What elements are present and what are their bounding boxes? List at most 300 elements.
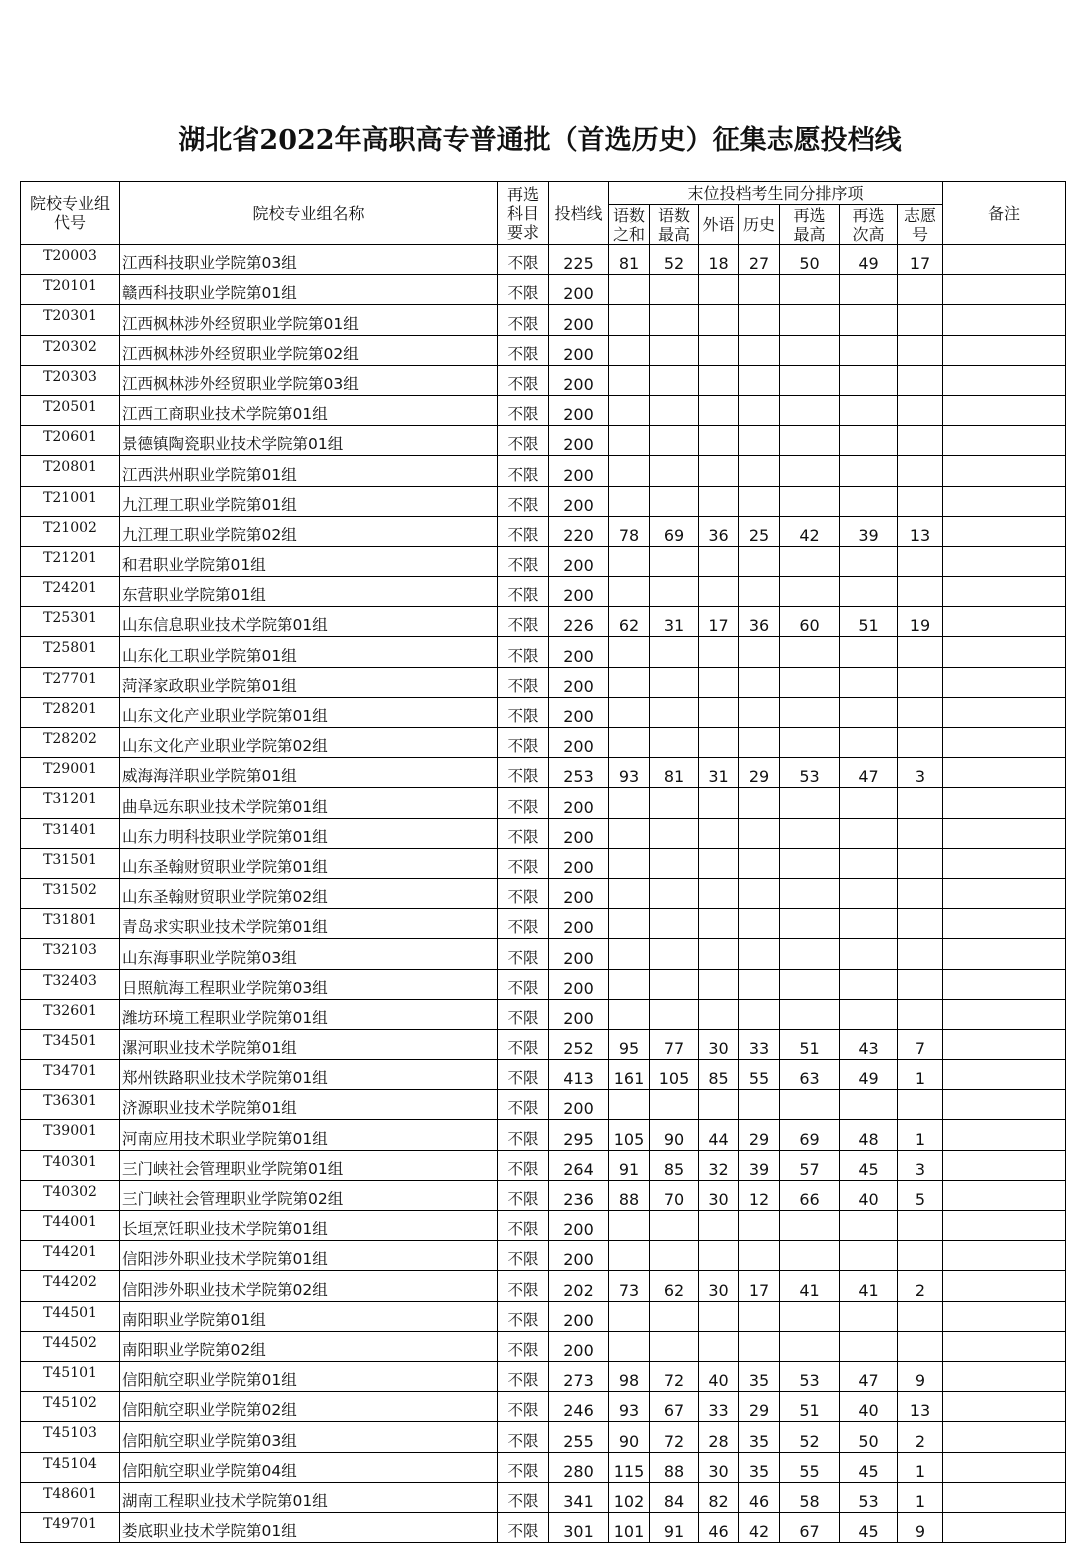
cell-remarks [943,1452,1066,1482]
cell-remarks [943,1512,1066,1542]
cell-code: T20101 [21,275,120,305]
cell-code: T45103 [21,1422,120,1452]
cell-code: T29001 [21,758,120,788]
cell-remarks [943,1361,1066,1391]
cell-foreign [699,848,739,878]
cell-remarks [943,848,1066,878]
cell-name: 山东化工职业学院第01组 [120,637,498,667]
cell-foreign [699,275,739,305]
cell-history: 25 [739,516,780,546]
cell-chinese-math-sum: 102 [609,1482,650,1512]
cell-chinese-math-sum: 62 [609,607,650,637]
cell-elective-second: 40 [840,1392,898,1422]
cell-chinese-math-max [650,1241,699,1271]
cell-choice-no [898,456,943,486]
cell-history [739,637,780,667]
cell-history [739,697,780,727]
cell-history: 35 [739,1452,780,1482]
cell-requirement: 不限 [498,1211,549,1241]
cell-remarks [943,546,1066,576]
table-row [21,1211,1066,1241]
cell-foreign [699,728,739,758]
cell-chinese-math-sum: 98 [609,1361,650,1391]
cell-elective-second [840,426,898,456]
cell-elective-max [780,1090,840,1120]
cell-chinese-math-sum [609,848,650,878]
cell-foreign [699,1331,739,1361]
cell-code: T25801 [21,637,120,667]
cell-line: 200 [549,818,609,848]
cell-name: 三门峡社会管理职业学院第01组 [120,1150,498,1180]
cell-foreign [699,909,739,939]
cell-requirement: 不限 [498,1482,549,1512]
cell-name: 江西科技职业学院第03组 [120,245,498,275]
cell-choice-no [898,365,943,395]
cell-code: T49701 [21,1512,120,1542]
cell-elective-second: 47 [840,758,898,788]
cell-remarks [943,395,1066,425]
cell-elective-second [840,577,898,607]
cell-code: T48601 [21,1482,120,1512]
cell-chinese-math-max [650,969,699,999]
cell-code: T27701 [21,667,120,697]
cell-requirement: 不限 [498,577,549,607]
cell-chinese-math-sum: 81 [609,245,650,275]
cell-choice-no: 2 [898,1422,943,1452]
cell-elective-max [780,1331,840,1361]
cell-name: 山东文化产业职业学院第01组 [120,697,498,727]
cell-elective-max [780,667,840,697]
cell-choice-no [898,728,943,758]
cell-foreign [699,1211,739,1241]
cell-code: T31201 [21,788,120,818]
header-tiebreak-group: 末位投档考生同分排序项 [609,182,943,205]
cell-line: 255 [549,1422,609,1452]
cell-line: 200 [549,667,609,697]
cell-chinese-math-sum [609,335,650,365]
cell-history [739,818,780,848]
cell-foreign [699,697,739,727]
cell-name: 江西洪州职业学院第01组 [120,456,498,486]
cell-foreign: 85 [699,1060,739,1090]
cell-name: 信阳航空职业学院第03组 [120,1422,498,1452]
cell-code: T20302 [21,335,120,365]
cell-history: 29 [739,1392,780,1422]
cell-elective-max [780,1301,840,1331]
cell-chinese-math-max [650,335,699,365]
cell-history: 33 [739,1029,780,1059]
cell-choice-no [898,878,943,908]
cell-elective-second [840,878,898,908]
cell-chinese-math-max [650,909,699,939]
cell-elective-second [840,909,898,939]
cell-elective-second [840,667,898,697]
cell-history [739,1331,780,1361]
cell-chinese-math-sum [609,395,650,425]
cell-foreign [699,456,739,486]
cell-chinese-math-sum [609,1211,650,1241]
cell-choice-no: 2 [898,1271,943,1301]
cell-remarks [943,577,1066,607]
cell-foreign: 30 [699,1029,739,1059]
cell-code: T36301 [21,1090,120,1120]
cell-elective-max [780,335,840,365]
cell-name: 菏泽家政职业学院第01组 [120,667,498,697]
cell-name: 郑州铁路职业技术学院第01组 [120,1060,498,1090]
cell-chinese-math-sum: 161 [609,1060,650,1090]
cell-remarks [943,1271,1066,1301]
cell-requirement: 不限 [498,516,549,546]
cell-line: 200 [549,728,609,758]
cell-foreign [699,395,739,425]
cell-history [739,395,780,425]
cell-elective-max: 51 [780,1392,840,1422]
cell-code: T24201 [21,577,120,607]
cell-elective-max [780,969,840,999]
cell-elective-max: 60 [780,607,840,637]
cell-history [739,848,780,878]
cell-elective-second: 50 [840,1422,898,1452]
cell-choice-no: 13 [898,516,943,546]
cell-choice-no [898,546,943,576]
cell-elective-second [840,335,898,365]
cell-chinese-math-max [650,848,699,878]
cell-chinese-math-max [650,1090,699,1120]
cell-history [739,909,780,939]
table-row [21,1180,1066,1210]
cell-elective-second [840,1090,898,1120]
cell-elective-max [780,486,840,516]
cell-remarks [943,456,1066,486]
table-row [21,395,1066,425]
cell-elective-max: 53 [780,758,840,788]
cell-requirement: 不限 [498,848,549,878]
cell-requirement: 不限 [498,1512,549,1542]
cell-requirement: 不限 [498,1392,549,1422]
cell-remarks [943,1120,1066,1150]
cell-chinese-math-sum [609,486,650,516]
cell-line: 236 [549,1180,609,1210]
table-row [21,1301,1066,1331]
cell-line: 200 [549,1241,609,1271]
table-row [21,275,1066,305]
cell-chinese-math-sum: 78 [609,516,650,546]
cell-history [739,426,780,456]
cell-foreign [699,818,739,848]
cell-chinese-math-sum: 90 [609,1422,650,1452]
cell-choice-no [898,939,943,969]
cell-code: T20303 [21,365,120,395]
cell-code: T44201 [21,1241,120,1271]
cell-name: 青岛求实职业技术学院第01组 [120,909,498,939]
cell-elective-max: 51 [780,1029,840,1059]
page-title: 湖北省2022年高职高专普通批（首选历史）征集志愿投档线 [178,125,902,156]
cell-history: 27 [739,245,780,275]
cell-history [739,577,780,607]
table-row [21,758,1066,788]
cell-code: T20301 [21,305,120,335]
table-row [21,546,1066,576]
cell-code: T21002 [21,516,120,546]
header-name: 院校专业组名称 [120,182,498,245]
cell-foreign: 30 [699,1452,739,1482]
cell-elective-second [840,1211,898,1241]
cell-chinese-math-max: 67 [650,1392,699,1422]
cell-chinese-math-sum [609,456,650,486]
cell-choice-no [898,577,943,607]
cell-code: T39001 [21,1120,120,1150]
cell-chinese-math-max [650,818,699,848]
cell-chinese-math-max: 52 [650,245,699,275]
cell-foreign [699,939,739,969]
header-chinese-math-sum: 语数 之和 [609,205,650,245]
cell-elective-second [840,848,898,878]
cell-chinese-math-max [650,546,699,576]
cell-history: 17 [739,1271,780,1301]
table-row [21,1452,1066,1482]
header-line: 投档线 [549,182,609,245]
cell-elective-second [840,365,898,395]
cell-name: 曲阜远东职业技术学院第01组 [120,788,498,818]
cell-name: 信阳航空职业学院第02组 [120,1392,498,1422]
cell-chinese-math-sum [609,999,650,1029]
cell-elective-second: 45 [840,1452,898,1482]
cell-line: 200 [549,969,609,999]
cell-chinese-math-sum [609,1241,650,1271]
cell-elective-max: 53 [780,1361,840,1391]
cell-chinese-math-sum [609,939,650,969]
cell-choice-no [898,999,943,1029]
cell-line: 200 [549,1211,609,1241]
table-row [21,516,1066,546]
cell-line: 200 [549,275,609,305]
cell-choice-no [898,637,943,667]
cell-elective-second: 45 [840,1512,898,1542]
cell-line: 252 [549,1029,609,1059]
cell-elective-second [840,546,898,576]
cell-choice-no [898,486,943,516]
cell-elective-second [840,456,898,486]
cell-requirement: 不限 [498,245,549,275]
cell-history [739,365,780,395]
cell-choice-no [898,909,943,939]
cell-chinese-math-max: 31 [650,607,699,637]
cell-choice-no [898,1301,943,1331]
cell-requirement: 不限 [498,456,549,486]
cell-name: 江西枫林涉外经贸职业学院第02组 [120,335,498,365]
cell-elective-max: 66 [780,1180,840,1210]
cell-remarks [943,999,1066,1029]
cell-requirement: 不限 [498,305,549,335]
cell-name: 济源职业技术学院第01组 [120,1090,498,1120]
cell-code: T28201 [21,697,120,727]
cell-history: 42 [739,1512,780,1542]
cell-history [739,788,780,818]
cell-choice-no: 7 [898,1029,943,1059]
cell-chinese-math-sum [609,1090,650,1120]
cell-code: T31801 [21,909,120,939]
cell-chinese-math-sum: 88 [609,1180,650,1210]
cell-elective-max [780,848,840,878]
cell-elective-max: 42 [780,516,840,546]
cell-requirement: 不限 [498,1271,549,1301]
cell-foreign: 30 [699,1271,739,1301]
cell-requirement: 不限 [498,818,549,848]
cell-foreign [699,1241,739,1271]
table-row [21,1120,1066,1150]
cell-foreign: 30 [699,1180,739,1210]
cell-elective-second [840,728,898,758]
cell-foreign: 28 [699,1422,739,1452]
cell-choice-no: 5 [898,1180,943,1210]
cell-chinese-math-sum: 101 [609,1512,650,1542]
cell-requirement: 不限 [498,1301,549,1331]
cell-foreign: 82 [699,1482,739,1512]
cell-requirement: 不限 [498,758,549,788]
table-row [21,305,1066,335]
cell-history [739,546,780,576]
cell-chinese-math-max [650,395,699,425]
cell-line: 200 [549,1331,609,1361]
cell-requirement: 不限 [498,697,549,727]
cell-elective-second [840,969,898,999]
cell-line: 200 [549,426,609,456]
header-code: 院校专业组 代号 [21,182,120,245]
cell-elective-max: 67 [780,1512,840,1542]
cell-elective-max [780,426,840,456]
cell-history [739,275,780,305]
cell-remarks [943,486,1066,516]
cell-remarks [943,516,1066,546]
cell-line: 200 [549,848,609,878]
cell-history: 35 [739,1361,780,1391]
table-row [21,1422,1066,1452]
cell-history [739,999,780,1029]
cell-remarks [943,1029,1066,1059]
cell-name: 江西工商职业技术学院第01组 [120,395,498,425]
cell-line: 200 [549,697,609,727]
cell-requirement: 不限 [498,335,549,365]
cell-elective-max: 69 [780,1120,840,1150]
cell-remarks [943,426,1066,456]
cell-foreign [699,878,739,908]
admission-table [20,181,1066,1543]
cell-chinese-math-max [650,305,699,335]
cell-code: T31401 [21,818,120,848]
cell-code: T20003 [21,245,120,275]
cell-history: 39 [739,1150,780,1180]
cell-line: 200 [549,305,609,335]
cell-elective-second [840,818,898,848]
cell-code: T31502 [21,878,120,908]
cell-code: T32103 [21,939,120,969]
cell-choice-no [898,1090,943,1120]
cell-line: 413 [549,1060,609,1090]
cell-choice-no: 1 [898,1120,943,1150]
cell-elective-max [780,546,840,576]
cell-history [739,486,780,516]
cell-elective-second [840,999,898,1029]
cell-remarks [943,1241,1066,1271]
cell-requirement: 不限 [498,395,549,425]
cell-chinese-math-sum [609,1301,650,1331]
cell-choice-no: 1 [898,1482,943,1512]
header-foreign: 外语 [699,205,739,245]
cell-history [739,728,780,758]
cell-choice-no [898,788,943,818]
cell-code: T32601 [21,999,120,1029]
cell-choice-no [898,697,943,727]
cell-chinese-math-max [650,999,699,1029]
cell-foreign [699,667,739,697]
cell-name: 威海海洋职业学院第01组 [120,758,498,788]
cell-remarks [943,1180,1066,1210]
cell-code: T25301 [21,607,120,637]
cell-requirement: 不限 [498,1180,549,1210]
cell-chinese-math-sum [609,788,650,818]
cell-chinese-math-max: 105 [650,1060,699,1090]
cell-chinese-math-sum [609,909,650,939]
cell-remarks [943,878,1066,908]
cell-requirement: 不限 [498,1150,549,1180]
cell-elective-second: 53 [840,1482,898,1512]
cell-name: 漯河职业技术学院第01组 [120,1029,498,1059]
cell-requirement: 不限 [498,999,549,1029]
cell-chinese-math-sum [609,697,650,727]
cell-chinese-math-sum: 93 [609,758,650,788]
cell-foreign [699,1090,739,1120]
cell-choice-no [898,335,943,365]
cell-requirement: 不限 [498,667,549,697]
cell-elective-max [780,697,840,727]
cell-remarks [943,939,1066,969]
cell-requirement: 不限 [498,728,549,758]
cell-elective-max [780,939,840,969]
table-row [21,335,1066,365]
table-row [21,818,1066,848]
header-elective-second: 再选 次高 [840,205,898,245]
cell-requirement: 不限 [498,1422,549,1452]
cell-foreign: 36 [699,516,739,546]
cell-chinese-math-max: 91 [650,1512,699,1542]
cell-elective-max [780,365,840,395]
cell-choice-no: 17 [898,245,943,275]
cell-elective-max [780,637,840,667]
cell-name: 东营职业学院第01组 [120,577,498,607]
cell-chinese-math-sum [609,1331,650,1361]
cell-elective-second [840,788,898,818]
cell-remarks [943,788,1066,818]
cell-name: 山东信息职业技术学院第01组 [120,607,498,637]
cell-chinese-math-max [650,939,699,969]
cell-name: 信阳涉外职业技术学院第02组 [120,1271,498,1301]
cell-chinese-math-max: 77 [650,1029,699,1059]
cell-line: 200 [549,395,609,425]
cell-remarks [943,758,1066,788]
table-row [21,969,1066,999]
cell-remarks [943,245,1066,275]
cell-chinese-math-max [650,788,699,818]
cell-foreign: 33 [699,1392,739,1422]
cell-foreign [699,969,739,999]
cell-elective-second: 45 [840,1150,898,1180]
cell-history: 29 [739,758,780,788]
cell-choice-no [898,667,943,697]
cell-chinese-math-max: 72 [650,1361,699,1391]
cell-elective-second [840,305,898,335]
cell-chinese-math-sum [609,275,650,305]
cell-elective-max: 58 [780,1482,840,1512]
